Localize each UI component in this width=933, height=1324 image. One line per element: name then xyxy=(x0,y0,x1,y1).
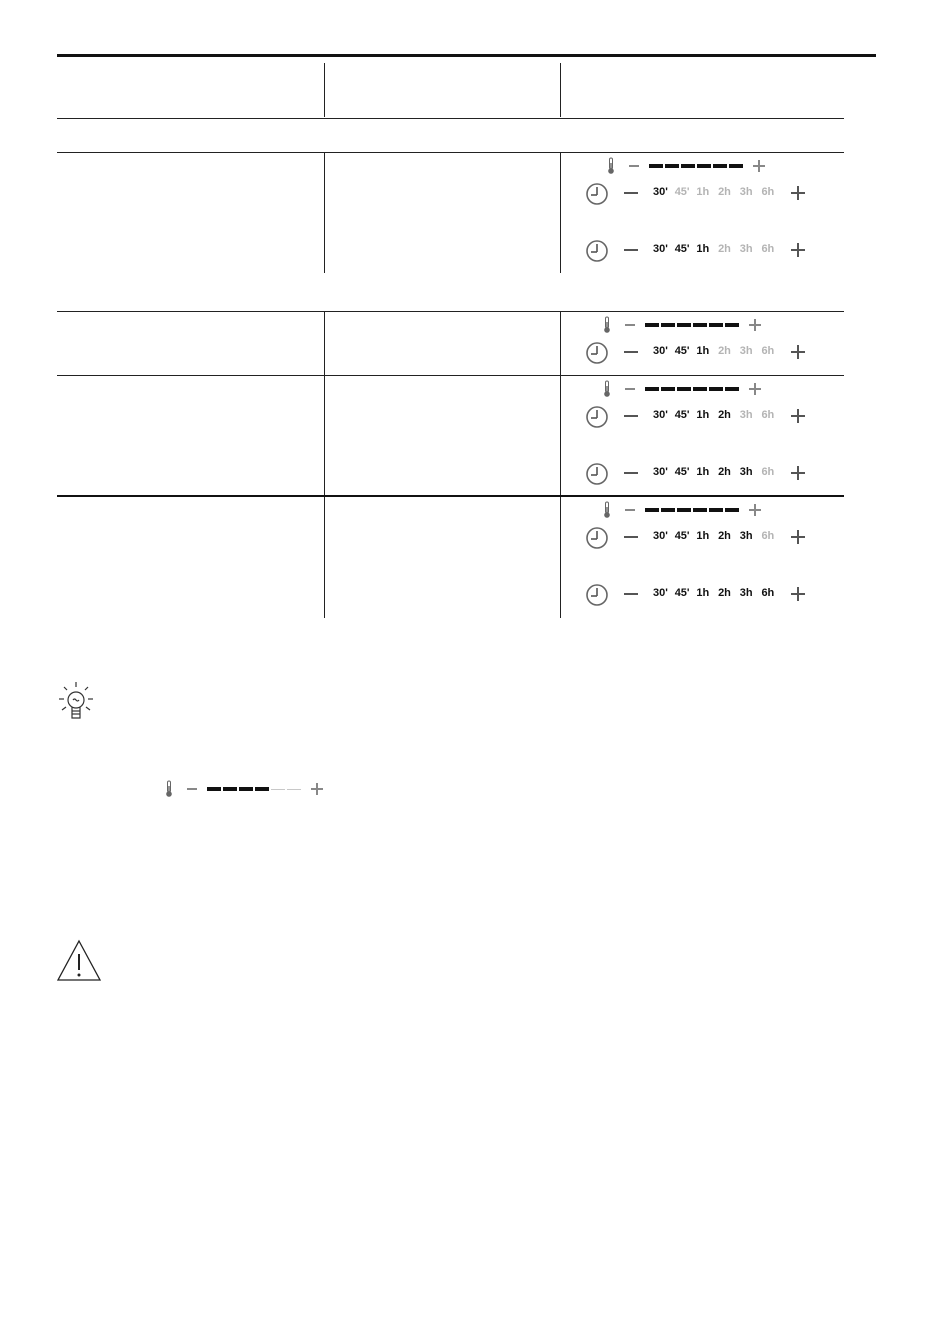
temperature-level-segment xyxy=(729,164,743,168)
timer-duration-label: 30' xyxy=(653,466,668,478)
column-divider xyxy=(560,311,561,375)
timer-duration-label: 45' xyxy=(674,587,690,599)
timer-duration-scale xyxy=(653,587,783,599)
timer-duration-label: 6h xyxy=(761,409,775,421)
timer-duration-label: 1h xyxy=(696,466,710,478)
temperature-level-segment xyxy=(709,387,723,391)
timer-increase-button[interactable] xyxy=(791,243,805,257)
table-rule xyxy=(57,375,844,376)
timer-increase-button[interactable] xyxy=(791,530,805,544)
timer-duration-label: 3h xyxy=(739,409,753,421)
timer-duration-label: 6h xyxy=(761,587,775,599)
timer-duration-label: 2h xyxy=(718,186,731,198)
temperature-level-segment xyxy=(255,787,269,791)
temperature-level-segment xyxy=(681,164,695,168)
temperature-level-segment xyxy=(207,787,221,791)
temperature-level-segment xyxy=(661,508,675,512)
thermometer-icon xyxy=(602,501,612,519)
temperature-level-segment xyxy=(287,789,301,790)
temperature-level-segment xyxy=(677,508,691,512)
timer-duration-label: 6h xyxy=(761,530,775,542)
timer-duration-label: 30' xyxy=(653,587,668,599)
timer-duration-label: 3h xyxy=(739,466,753,478)
temperature-level-segment xyxy=(709,323,723,327)
temperature-level-segment xyxy=(661,387,675,391)
header-rule xyxy=(57,118,844,119)
timer-duration-label: 2h xyxy=(718,530,731,542)
timer-duration-label: 2h xyxy=(718,587,731,599)
temperature-level-segment xyxy=(645,387,659,391)
timer-duration-label: 6h xyxy=(761,186,775,198)
column-divider xyxy=(324,152,325,273)
clock-icon xyxy=(586,584,608,606)
timer-duration-label: 3h xyxy=(739,243,753,255)
temperature-level-segment xyxy=(645,323,659,327)
thermometer-icon xyxy=(602,316,612,334)
timer-duration-label: 1h xyxy=(696,409,710,421)
temperature-level-segment xyxy=(223,787,237,791)
table-rule xyxy=(57,495,844,497)
timer-decrease-button[interactable] xyxy=(624,415,638,417)
clock-icon xyxy=(586,406,608,428)
temperature-level-segment xyxy=(649,164,663,168)
temperature-increase-button[interactable] xyxy=(753,160,765,172)
temperature-level-segment xyxy=(693,387,707,391)
timer-duration-label: 30' xyxy=(653,243,668,255)
temperature-increase-button[interactable] xyxy=(311,783,323,795)
column-divider xyxy=(324,497,325,618)
column-divider xyxy=(560,152,561,273)
column-divider xyxy=(324,63,325,117)
timer-duration-label: 6h xyxy=(761,243,775,255)
thermometer-icon xyxy=(602,380,612,398)
temperature-decrease-button[interactable] xyxy=(629,165,639,167)
temperature-level-segment xyxy=(709,508,723,512)
clock-icon xyxy=(586,463,608,485)
temperature-level-segment xyxy=(693,508,707,512)
table-rule xyxy=(57,152,844,153)
lightbulb-icon xyxy=(55,678,101,728)
timer-duration-label: 2h xyxy=(718,409,731,421)
column-divider xyxy=(560,375,561,496)
thermometer-icon xyxy=(164,780,174,798)
timer-duration-label: 45' xyxy=(674,186,690,198)
timer-increase-button[interactable] xyxy=(791,466,805,480)
column-divider xyxy=(560,497,561,618)
temperature-level-segment xyxy=(725,387,739,391)
timer-duration-label: 1h xyxy=(696,530,710,542)
timer-duration-label: 2h xyxy=(718,466,731,478)
timer-increase-button[interactable] xyxy=(791,345,805,359)
temperature-level-segment xyxy=(239,787,253,791)
timer-duration-label: 1h xyxy=(696,587,710,599)
temperature-level-segment xyxy=(677,387,691,391)
timer-duration-label: 45' xyxy=(674,409,690,421)
timer-duration-label: 30' xyxy=(653,345,668,357)
temperature-level-indicator xyxy=(645,323,739,327)
temperature-level-segment xyxy=(697,164,711,168)
timer-duration-label: 3h xyxy=(739,186,753,198)
temperature-level-segment xyxy=(693,323,707,327)
temperature-increase-button[interactable] xyxy=(749,383,761,395)
timer-duration-label: 6h xyxy=(761,345,775,357)
timer-duration-label: 30' xyxy=(653,186,668,198)
timer-duration-label: 1h xyxy=(696,243,710,255)
temperature-level-indicator xyxy=(645,387,739,391)
timer-duration-label: 45' xyxy=(674,345,690,357)
timer-duration-scale xyxy=(653,409,783,421)
temperature-decrease-button[interactable] xyxy=(625,324,635,326)
temperature-level-segment xyxy=(645,508,659,512)
timer-duration-scale xyxy=(653,243,783,255)
temperature-level-segment xyxy=(725,508,739,512)
temperature-increase-button[interactable] xyxy=(749,504,761,516)
timer-increase-button[interactable] xyxy=(791,409,805,423)
timer-duration-label: 1h xyxy=(696,345,710,357)
thermometer-icon xyxy=(606,157,616,175)
temperature-level-indicator xyxy=(207,787,301,791)
timer-duration-scale xyxy=(653,345,783,357)
timer-duration-label: 2h xyxy=(718,243,731,255)
clock-icon xyxy=(586,183,608,205)
timer-duration-label: 45' xyxy=(674,530,690,542)
timer-duration-label: 3h xyxy=(739,587,753,599)
timer-decrease-button[interactable] xyxy=(624,472,638,474)
timer-duration-scale xyxy=(653,530,783,542)
column-divider xyxy=(560,63,561,117)
temperature-level-indicator xyxy=(645,508,739,512)
timer-duration-label: 30' xyxy=(653,409,668,421)
temperature-level-segment xyxy=(725,323,739,327)
timer-decrease-button[interactable] xyxy=(624,351,638,353)
timer-duration-scale xyxy=(653,466,783,478)
clock-icon xyxy=(586,240,608,262)
temperature-level-segment xyxy=(661,323,675,327)
timer-duration-label: 3h xyxy=(739,530,753,542)
timer-decrease-button[interactable] xyxy=(624,536,638,538)
column-divider xyxy=(324,311,325,375)
timer-duration-label: 6h xyxy=(761,466,775,478)
timer-duration-label: 2h xyxy=(718,345,731,357)
clock-icon xyxy=(586,527,608,549)
timer-duration-label: 45' xyxy=(674,466,690,478)
timer-decrease-button[interactable] xyxy=(624,192,638,194)
temperature-level-indicator xyxy=(649,164,743,168)
timer-duration-label: 45' xyxy=(674,243,690,255)
temperature-level-segment xyxy=(665,164,679,168)
temperature-level-segment xyxy=(271,789,285,790)
timer-decrease-button[interactable] xyxy=(624,593,638,595)
temperature-decrease-button[interactable] xyxy=(625,509,635,511)
clock-icon xyxy=(586,342,608,364)
table-rule xyxy=(57,311,844,312)
temperature-decrease-button[interactable] xyxy=(625,388,635,390)
temperature-level-segment xyxy=(677,323,691,327)
timer-duration-scale xyxy=(653,186,783,198)
temperature-level-segment xyxy=(713,164,727,168)
timer-increase-button[interactable] xyxy=(791,587,805,601)
column-divider xyxy=(324,375,325,496)
top-rule xyxy=(57,54,876,57)
temperature-decrease-button[interactable] xyxy=(187,788,197,790)
timer-duration-label: 3h xyxy=(739,345,753,357)
warning-triangle-icon xyxy=(55,938,103,984)
temperature-increase-button[interactable] xyxy=(749,319,761,331)
timer-decrease-button[interactable] xyxy=(624,249,638,251)
timer-duration-label: 1h xyxy=(696,186,710,198)
timer-increase-button[interactable] xyxy=(791,186,805,200)
timer-duration-label: 30' xyxy=(653,530,668,542)
